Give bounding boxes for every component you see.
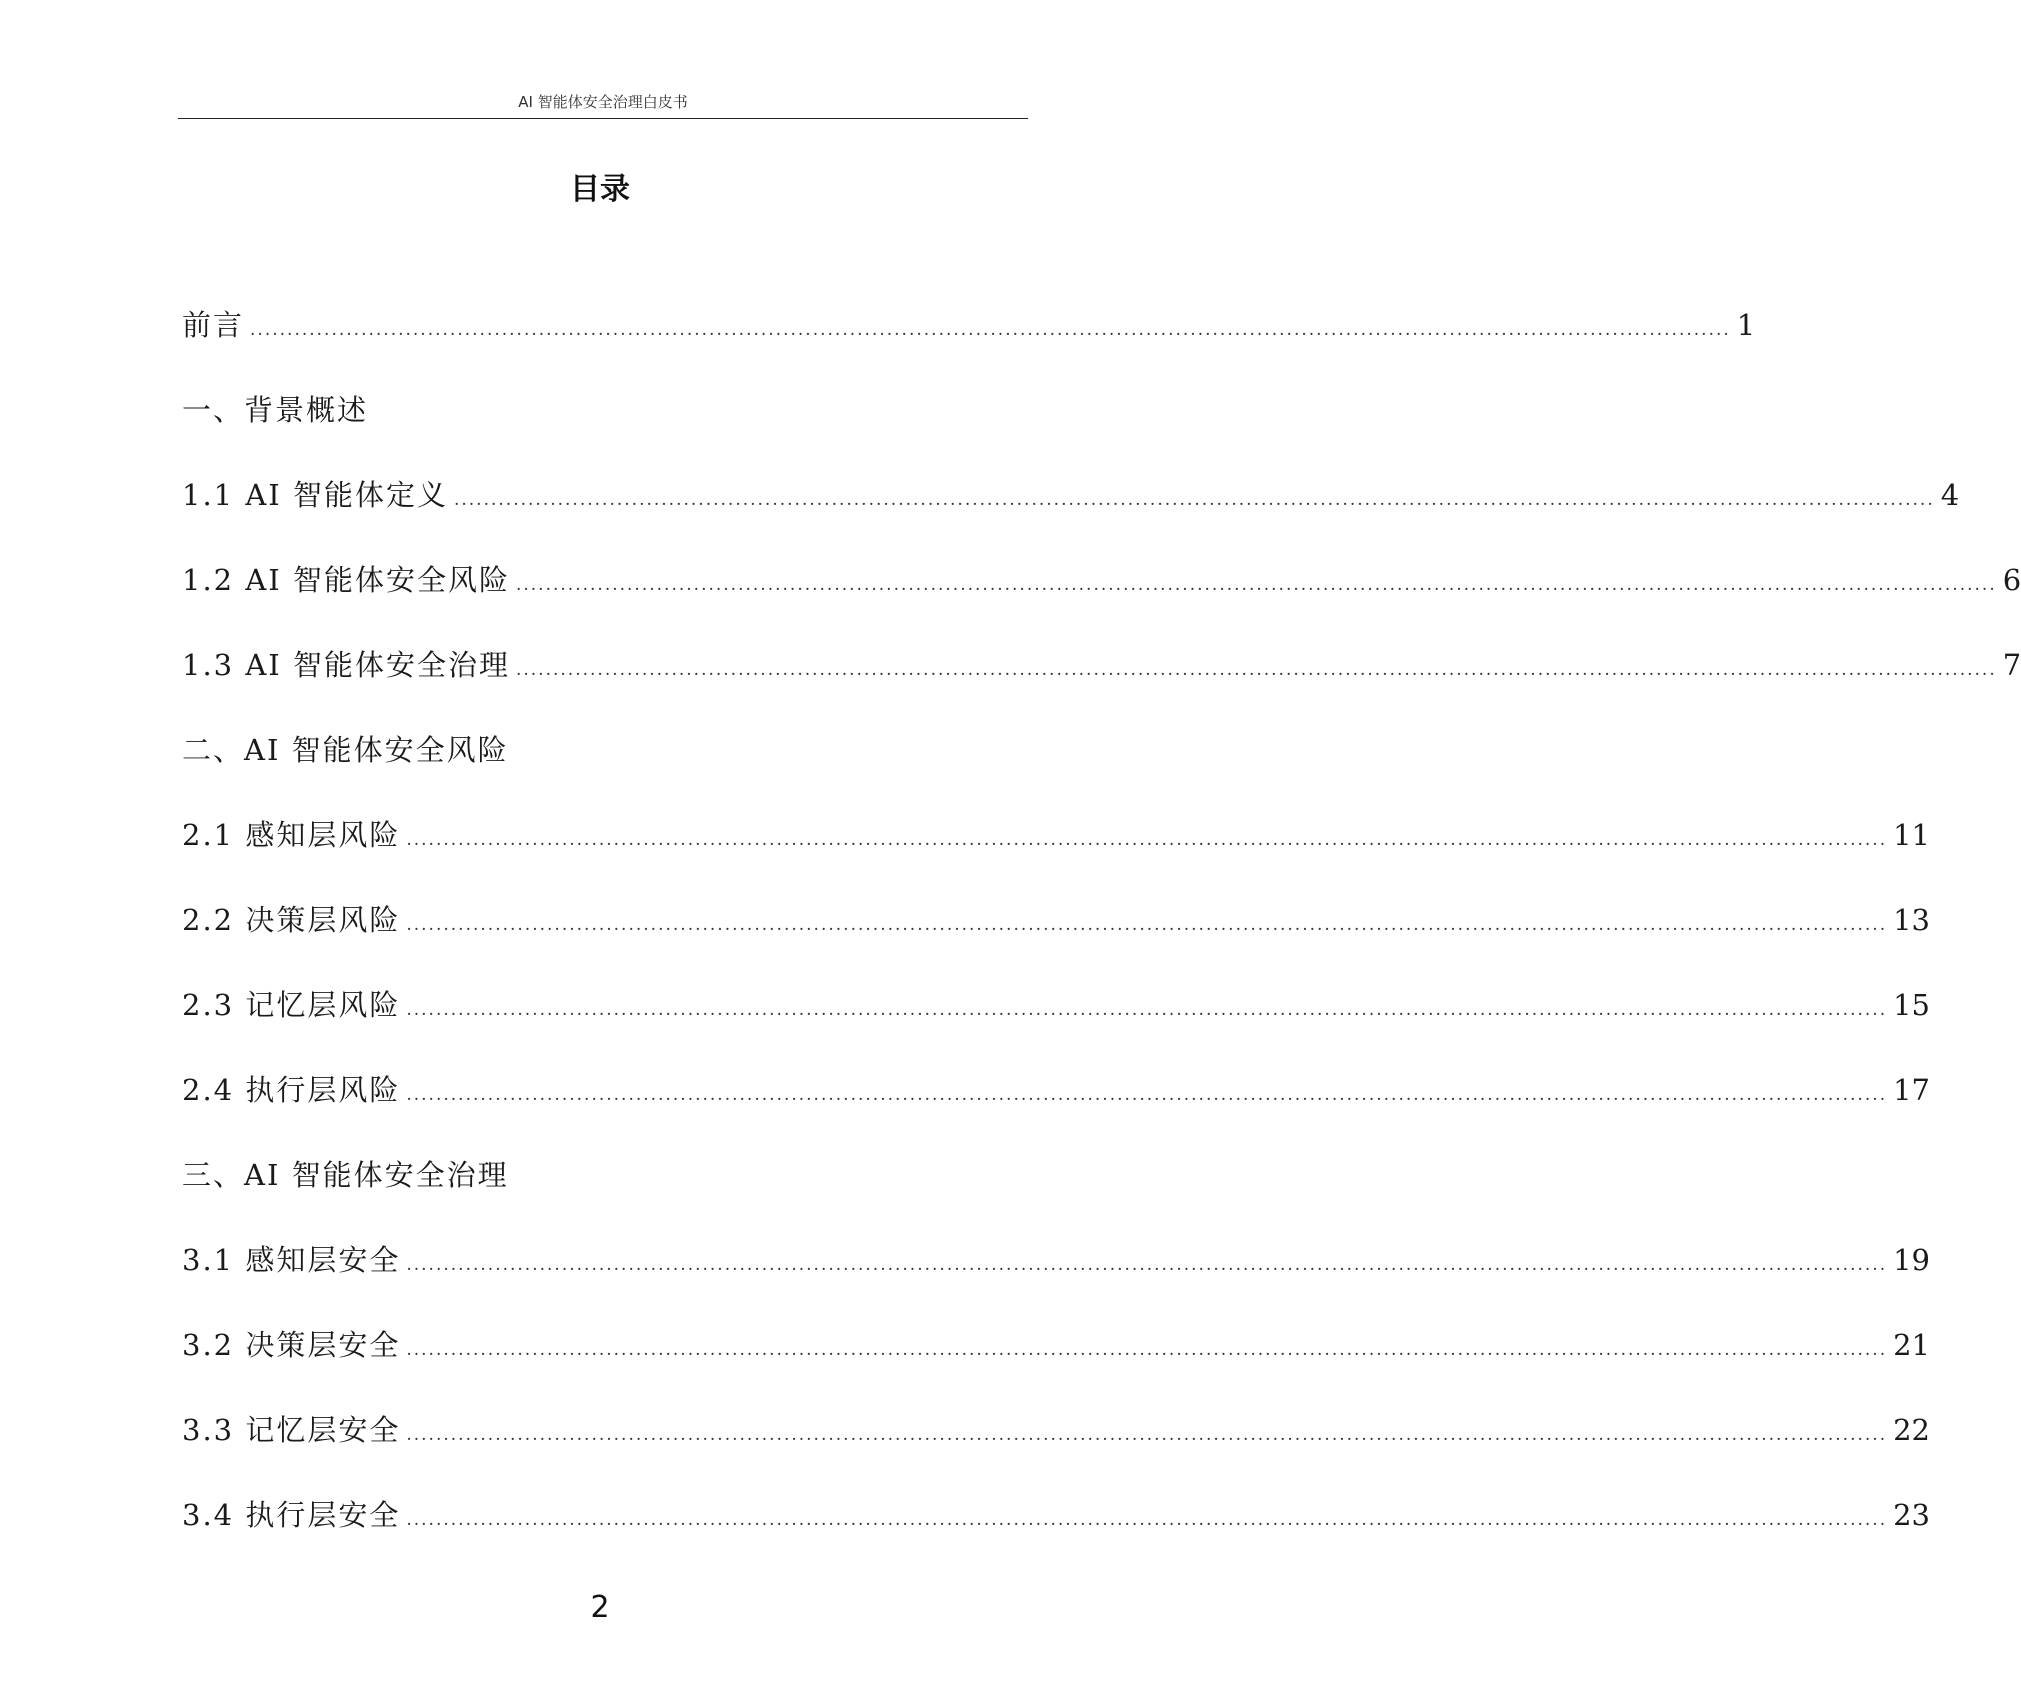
toc-entry-label: 2.1 感知层风险: [182, 818, 401, 852]
toc-entry-label: 前言: [182, 308, 245, 342]
toc-entry[interactable]: [182, 1070, 1931, 1110]
toc-entry-label: 三、AI 智能体安全治理: [182, 1158, 509, 1192]
toc-entry-page: 1: [1736, 308, 1756, 342]
toc-entry[interactable]: [182, 390, 992, 430]
toc-entry-label: 3.4 执行层安全: [182, 1498, 401, 1532]
toc-entry-page: 7: [2002, 648, 2021, 682]
toc-entry-label: 一、背景概述: [182, 393, 369, 427]
toc-dot-leader: ........................................................................................................................................................................................................: [453, 490, 1935, 510]
toc-entry-page: 17: [1893, 1073, 1931, 1107]
toc-entry-page: 6: [2002, 563, 2021, 597]
toc-entry[interactable]: [182, 475, 1960, 515]
toc-entry[interactable]: [182, 1155, 992, 1195]
toc-entry-page: 11: [1893, 818, 1931, 852]
toc-dot-leader: ........................................................................................................................................................................................................: [406, 1000, 1888, 1020]
toc-entry[interactable]: [182, 1410, 1931, 1450]
toc-dot-leader: ........................................................................................................................................................................................................: [515, 660, 1997, 680]
toc-entry[interactable]: [182, 900, 1931, 940]
toc-entry[interactable]: [182, 815, 1931, 855]
table-of-contents: [182, 0, 2021, 1698]
toc-entry-label: 二、AI 智能体安全风险: [182, 733, 509, 767]
toc-entry[interactable]: [182, 560, 2021, 600]
toc-dot-leader: ........................................................................................................................................................................................................: [250, 320, 1731, 340]
toc-dot-leader: ........................................................................................................................................................................................................: [406, 1510, 1888, 1530]
toc-entry[interactable]: [182, 305, 1756, 345]
toc-dot-leader: ........................................................................................................................................................................................................: [406, 1085, 1888, 1105]
toc-entry-page: 22: [1893, 1413, 1931, 1447]
page-title: 目录: [570, 172, 630, 207]
toc-entry-label: 2.2 决策层风险: [182, 903, 401, 937]
toc-entry-label: 3.2 决策层安全: [182, 1328, 401, 1362]
toc-entry-label: 2.3 记忆层风险: [182, 988, 401, 1022]
toc-entry-label: 1.2 AI 智能体安全风险: [182, 563, 510, 597]
toc-entry-label: 3.3 记忆层安全: [182, 1413, 401, 1447]
toc-entry-page: 4: [1940, 478, 1960, 512]
toc-entry-label: 2.4 执行层风险: [182, 1073, 401, 1107]
toc-entry[interactable]: [182, 1325, 1931, 1365]
toc-entry-label: 1.3 AI 智能体安全治理: [182, 648, 510, 682]
toc-entry[interactable]: [182, 730, 992, 770]
toc-entry[interactable]: [182, 645, 2021, 685]
toc-dot-leader: ........................................................................................................................................................................................................: [515, 575, 1997, 595]
running-header: AI 智能体安全治理白皮书: [178, 92, 1028, 119]
toc-dot-leader: ........................................................................................................................................................................................................: [406, 1255, 1888, 1275]
toc-dot-leader: ........................................................................................................................................................................................................: [406, 915, 1888, 935]
toc-entry-page: 13: [1893, 903, 1931, 937]
toc-entry-page: 15: [1893, 988, 1931, 1022]
toc-dot-leader: ........................................................................................................................................................................................................: [406, 830, 1888, 850]
page-number: 2: [590, 1590, 610, 1625]
toc-entry[interactable]: [182, 985, 1931, 1025]
toc-entry[interactable]: [182, 1240, 1931, 1280]
toc-dot-leader: ........................................................................................................................................................................................................: [406, 1425, 1888, 1445]
toc-entry[interactable]: [182, 1495, 1931, 1535]
toc-entry-page: 19: [1893, 1243, 1931, 1277]
toc-entry-page: 21: [1893, 1328, 1931, 1362]
toc-dot-leader: ........................................................................................................................................................................................................: [406, 1340, 1888, 1360]
toc-entry-label: 3.1 感知层安全: [182, 1243, 401, 1277]
toc-entry-label: 1.1 AI 智能体定义: [182, 478, 448, 512]
toc-entry-page: 23: [1893, 1498, 1931, 1532]
